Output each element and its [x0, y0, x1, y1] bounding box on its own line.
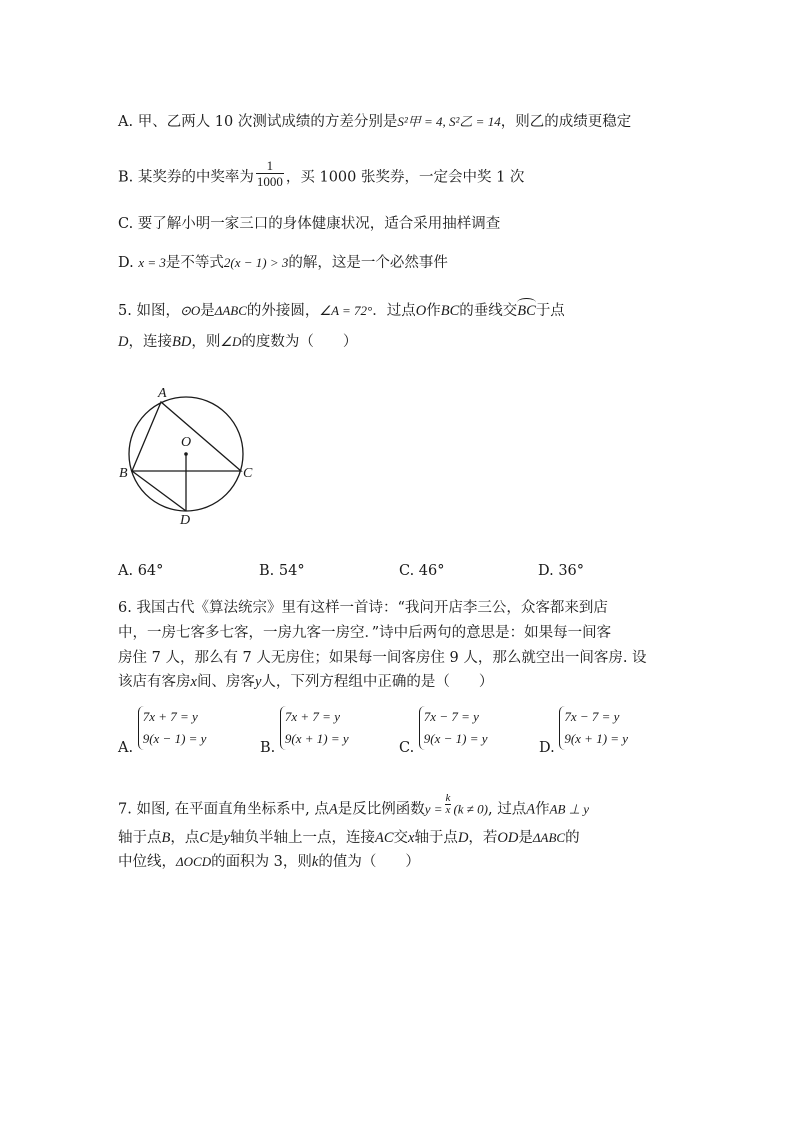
- q5-text-e: 的垂线交: [459, 303, 518, 319]
- equation-2: 9(x + 1) = y: [564, 731, 629, 746]
- variable-y: y: [254, 674, 262, 690]
- k-condition: (k ≠ 0): [453, 801, 489, 817]
- equation-1: 7x + 7 = y: [142, 709, 198, 724]
- segment-bd: BD: [171, 334, 192, 350]
- q7-question: 的值为（ ）: [318, 854, 420, 870]
- q5-text-h: ，则: [191, 334, 221, 350]
- variable-k: k: [311, 854, 319, 870]
- q6-options: [118, 709, 698, 762]
- label-o: O: [181, 435, 192, 450]
- point-c: C: [199, 830, 210, 846]
- label-d: D: [180, 513, 191, 528]
- y-axis-var: y: [223, 830, 230, 846]
- x-equals-3: x = 3: [138, 255, 166, 270]
- equation-2: 9(x − 1) = y: [423, 731, 488, 746]
- equation-1: 7x − 7 = y: [423, 709, 479, 724]
- segment-bc: BC: [440, 303, 460, 319]
- equation-system-a: [138, 706, 207, 750]
- point-b: B: [161, 830, 171, 846]
- label-a: A: [158, 386, 167, 401]
- k-over-x-fraction: [445, 793, 452, 816]
- point-a-ref: A: [526, 801, 536, 818]
- triangle-abc: ΔABC: [214, 303, 247, 318]
- point-o: O: [415, 303, 427, 319]
- probability-fraction: [256, 158, 284, 189]
- q6-text-b: 间、房客: [196, 674, 255, 690]
- q6-stem-line-3: 房住 7 人，那么有 7 人无房住；如果每一间客房住 9 人，那么就空出一间客房. 设: [118, 650, 647, 666]
- q6-option-c-label: C.: [399, 740, 415, 756]
- q7-text-g: 是: [209, 830, 224, 846]
- q7-text-m: 的: [565, 830, 580, 846]
- segment-ac: AC: [374, 830, 394, 846]
- q6-option-c: [399, 709, 488, 756]
- fraction-numerator: 1: [256, 158, 284, 174]
- point-d: D: [118, 334, 129, 350]
- q7-text-f: ，点: [170, 830, 200, 846]
- q5-stem-line-2: [118, 332, 357, 352]
- q6-text-a: 该店有客房: [118, 674, 191, 690]
- angle-d: ∠D: [220, 334, 242, 349]
- q7-stem-line-3: [118, 852, 420, 872]
- q5-text-d: 作: [426, 303, 441, 319]
- q7-text-b: 是反比例函数: [337, 801, 425, 818]
- label-b: B: [119, 466, 128, 481]
- q4-option-b-text: B. 某奖券的中奖率为: [118, 169, 254, 186]
- q5-option-a: A. 64°: [118, 563, 164, 579]
- q7-text-o: 的面积为 3，则: [211, 854, 312, 870]
- q4-option-a: [118, 112, 631, 132]
- q5-option-b: B. 54°: [259, 563, 305, 579]
- q6-option-d-label: D.: [539, 740, 555, 756]
- q6-option-a-label: A.: [118, 740, 134, 756]
- q5-text-a: 是: [200, 303, 215, 319]
- q4-option-c-text: C. 要了解小明一家三口的身体健康状况，适合采用抽样调查: [118, 216, 501, 232]
- triangle-abc-q7: ΔABC: [532, 830, 566, 845]
- q5-text-b: 的外接圆，: [246, 303, 320, 319]
- equation-1: 7x + 7 = y: [284, 709, 340, 724]
- q4-option-b: [118, 158, 525, 193]
- q5-text-c: ．过点: [372, 303, 416, 319]
- q7-text-a: 7. 如图, 在平面直角坐标系中, 点: [118, 801, 329, 818]
- q7-text-j: 轴于点: [414, 830, 458, 846]
- q7-stem-line-2: [118, 828, 580, 848]
- variable-x: x: [190, 674, 197, 690]
- fraction-denominator: 1000: [256, 174, 283, 189]
- inequality: 2(x − 1) > 3: [223, 255, 289, 270]
- q4-option-c: [118, 214, 500, 234]
- q5-text-f: 于点: [535, 303, 565, 319]
- q4-option-a-conclusion: ，则乙的成绩更稳定: [500, 114, 632, 130]
- q6-question: 人，下列方程组中正确的是（ ）: [261, 674, 494, 690]
- circle-o-symbol: ⊙O: [179, 303, 201, 318]
- q6-option-b: [260, 709, 349, 756]
- q4-option-d-label: D.: [118, 255, 139, 271]
- perpendicular-condition: AB ⊥ y: [549, 801, 590, 817]
- equation-1: 7x − 7 = y: [564, 709, 620, 724]
- q6-stem-line-4: [118, 672, 493, 692]
- point-a: A: [328, 801, 338, 818]
- q4-option-a-text: A. 甲、乙两人 10 次测试成绩的方差分别是: [118, 114, 398, 130]
- q6-option-b-label: B.: [260, 740, 276, 756]
- q6-stem-line-1: 6. 我国古代《算法统宗》里有这样一首诗：“我问开店李三公，众客都来到店: [118, 600, 608, 616]
- function-y-eq: y =: [424, 801, 443, 817]
- q6-option-a: [118, 709, 207, 756]
- circle-geometry-figure: [112, 380, 272, 530]
- q7-text-e: 轴于点: [118, 830, 162, 846]
- q4-option-d-mid: 是不等式: [165, 255, 224, 271]
- angle-a-value: ∠A = 72°: [319, 303, 373, 318]
- segment-od: OD: [497, 830, 519, 846]
- q4-option-b-conclusion: ，买 1000 张奖券，一定会中奖 1 次: [285, 169, 525, 186]
- fraction-denominator: x: [445, 804, 451, 816]
- q5-option-c: C. 46°: [399, 563, 445, 579]
- q5-text-g: ，连接: [128, 334, 172, 350]
- q6-stem-line-2: 中，一房七客多七客，一房九客一房空．”诗中后两句的意思是：如果每一间客: [118, 625, 612, 641]
- segment-bd-line: [132, 471, 186, 511]
- label-c: C: [243, 466, 253, 481]
- point-d-q7: D: [457, 830, 469, 846]
- equation-system-d: [559, 706, 628, 750]
- equation-2: 9(x + 1) = y: [284, 731, 349, 746]
- q7-text-d: 作: [535, 801, 550, 818]
- q7-text-n: 中位线，: [118, 854, 176, 870]
- q7-stem-line-1: [118, 792, 590, 821]
- q6-option-d: [539, 709, 629, 756]
- equation-system-b: [280, 706, 349, 750]
- arc-bc: BC: [517, 303, 536, 319]
- q7-text-c: , 过点: [488, 801, 527, 818]
- q5-number: 5. 如图，: [118, 303, 180, 319]
- q5-stem-line-1: [118, 301, 565, 321]
- q7-text-h: 轴负半轴上一点，连接: [229, 830, 375, 846]
- fraction-numerator: k: [445, 792, 451, 804]
- q4-option-d: [118, 253, 448, 273]
- q7-text-k: ，若: [468, 830, 498, 846]
- x-axis-var: x: [408, 830, 415, 846]
- q5-question: 的度数为（ ）: [241, 334, 358, 350]
- q7-text-l: 是: [518, 830, 533, 846]
- q5-option-d: D. 36°: [538, 563, 585, 579]
- variance-formula: S²甲 = 4, S²乙 = 14: [397, 114, 501, 129]
- equation-2: 9(x − 1) = y: [142, 731, 207, 746]
- q7-text-i: 交: [393, 830, 408, 846]
- q4-option-d-conclusion: 的解，这是一个必然事件: [288, 255, 448, 271]
- equation-system-c: [419, 706, 488, 750]
- center-point: [184, 452, 188, 456]
- triangle-ocd: ΔOCD: [176, 854, 212, 869]
